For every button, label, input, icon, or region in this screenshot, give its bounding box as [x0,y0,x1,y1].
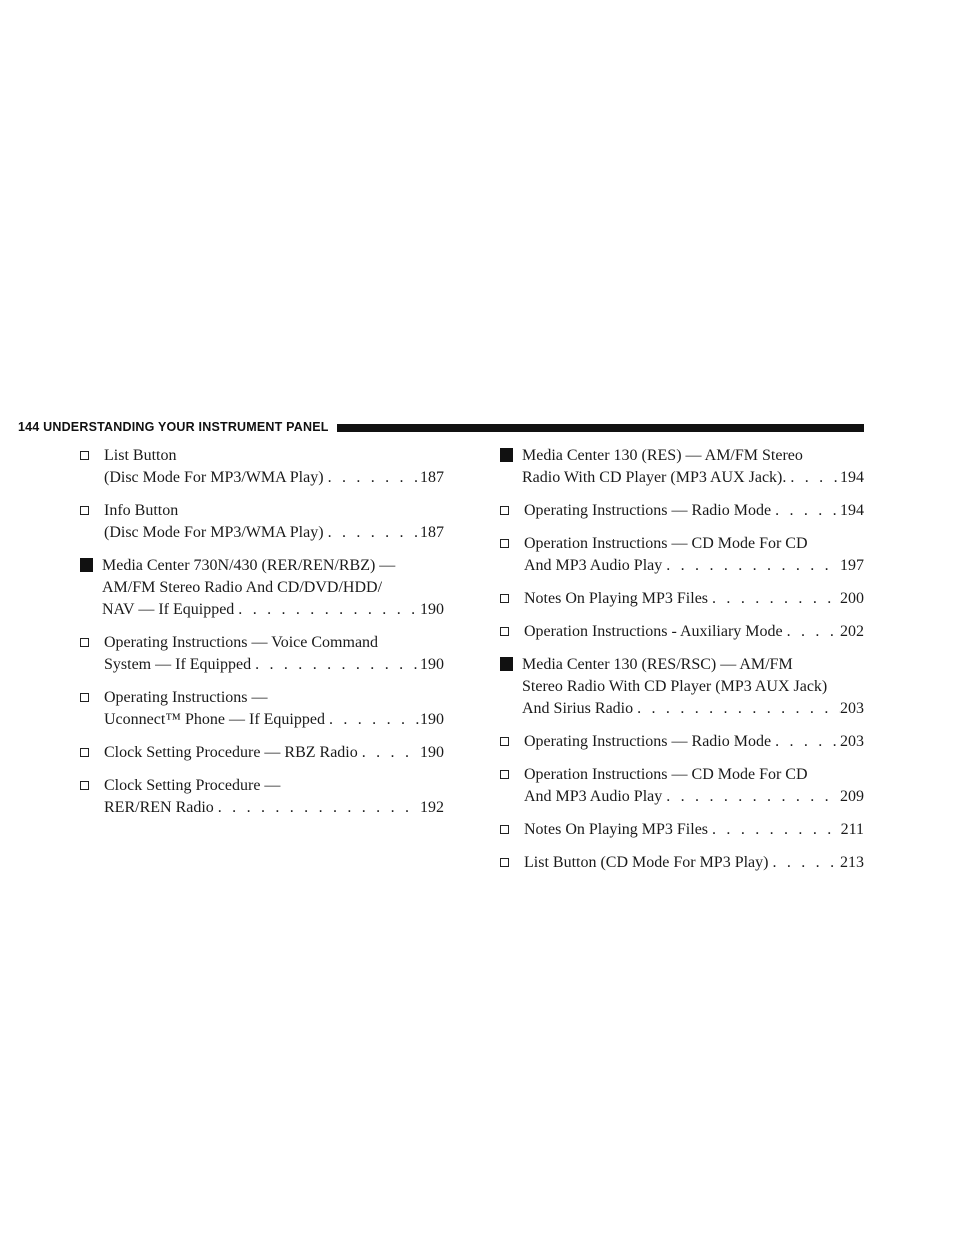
subsection-bullet-icon [500,594,509,603]
toc-entry-text: Operating Instructions — Voice Command [104,634,379,651]
toc-entry-text: System — If Equipped [104,656,252,673]
toc-page-number: 209 [840,788,864,805]
toc-page-number: 190 [420,656,444,673]
toc-entry[interactable] [500,731,864,753]
toc-entry-text: Operating Instructions — Radio Mode [524,502,772,519]
toc-page-number: 203 [840,733,864,750]
page-number-and-title: 144 UNDERSTANDING YOUR INSTRUMENT PANEL [18,420,329,434]
dot-leader [771,731,840,753]
toc-entry[interactable] [500,621,864,643]
toc-entry[interactable] [500,445,864,489]
toc-entry[interactable] [80,555,444,621]
toc-entry-text: (Disc Mode For MP3/WMA Play) [104,524,324,541]
dot-leader [708,819,841,841]
toc-entry[interactable] [80,687,444,731]
header-rule [337,424,864,432]
toc-page-number: 197 [840,557,864,574]
toc-entry-text: Media Center 730N/430 (RER/REN/RBZ) — [102,557,396,574]
toc-entry[interactable] [500,764,864,808]
toc-entry-text: Notes On Playing MP3 Files [524,821,709,838]
toc-page-number: 202 [840,623,864,640]
subsection-bullet-icon [500,825,509,834]
toc-page-number: 203 [840,700,864,717]
toc-entry-text: NAV — If Equipped [102,601,235,618]
dot-leader [251,654,420,676]
toc-entry-text: Clock Setting Procedure — [104,777,281,794]
toc-entry-text: And Sirius Radio [522,700,634,717]
subsection-bullet-icon [500,539,509,548]
toc-page-number: 194 [840,502,864,519]
dot-leader [324,467,420,489]
subsection-bullet-icon [500,770,509,779]
toc-entry-text: AM/FM Stereo Radio And CD/DVD/HDD/ [102,579,383,596]
toc-page-number: 213 [840,854,864,871]
subsection-bullet-icon [500,737,509,746]
dot-leader [768,852,840,874]
subsection-bullet-icon [80,693,89,702]
page-header [18,417,864,437]
toc-page-number: 190 [420,601,444,618]
toc-entry-text: Clock Setting Procedure — RBZ Radio [104,744,358,761]
toc-entry-text: Media Center 130 (RES/RSC) — AM/FM [522,656,793,673]
subsection-bullet-icon [80,506,89,515]
subsection-bullet-icon [80,781,89,790]
toc-entry[interactable] [80,500,444,544]
toc-entry-text: Radio With CD Player (MP3 AUX Jack). [522,469,787,486]
toc-entry-text: And MP3 Audio Play [524,788,663,805]
subsection-bullet-icon [80,638,89,647]
toc-entry-text: Notes On Playing MP3 Files [524,590,709,607]
toc-entry[interactable] [500,533,864,577]
toc-page-number: 192 [420,799,444,816]
toc-entry-text: List Button [104,447,177,464]
toc-entry-text: RER/REN Radio [104,799,214,816]
toc-right-column [500,445,864,885]
toc-entry-text: List Button (CD Mode For MP3 Play) [524,854,769,871]
toc-entry-text: Operating Instructions — [104,689,268,706]
toc-entry-text: Operation Instructions — CD Mode For CD [524,535,808,552]
dot-leader [324,522,420,544]
toc-page-number: 190 [420,711,444,728]
dot-leader [708,588,840,610]
dot-leader [358,742,420,764]
dot-leader [786,467,840,489]
dot-leader [662,555,840,577]
section-bullet-icon [500,448,513,462]
toc-entry-text: Operation Instructions - Auxiliary Mode [524,623,783,640]
toc-entry-text: Media Center 130 (RES) — AM/FM Stereo [522,447,803,464]
toc-entry-text: Stereo Radio With CD Player (MP3 AUX Jack) [522,678,828,695]
toc-page-number: 187 [420,524,444,541]
subsection-bullet-icon [500,506,509,515]
toc-page-number: 211 [840,821,864,838]
toc-entry-text: Uconnect™ Phone — If Equipped [104,711,325,728]
subsection-bullet-icon [500,627,509,636]
toc-entry[interactable] [80,775,444,819]
toc-page-number: 190 [420,744,444,761]
toc-page-number: 194 [840,469,864,486]
dot-leader [662,786,840,808]
toc-page-number: 200 [840,590,864,607]
subsection-bullet-icon [500,858,509,867]
section-bullet-icon [500,657,513,671]
dot-leader [783,621,840,643]
section-bullet-icon [80,558,93,572]
toc-entry-text: Operating Instructions — Radio Mode [524,733,772,750]
toc-entry[interactable] [500,819,864,841]
toc-entry-text: (Disc Mode For MP3/WMA Play) [104,469,324,486]
dot-leader [771,500,840,522]
toc-page-number: 187 [420,469,444,486]
toc-entry[interactable] [80,742,444,764]
dot-leader [633,698,840,720]
toc-entry[interactable] [80,445,444,489]
subsection-bullet-icon [80,451,89,460]
dot-leader [325,709,420,731]
toc-entry-text: Info Button [104,502,179,519]
dot-leader [214,797,420,819]
toc-entry[interactable] [500,500,864,522]
toc-entry[interactable] [500,654,864,720]
toc-left-column [80,445,444,830]
toc-entry-text: And MP3 Audio Play [524,557,663,574]
toc-entry[interactable] [500,588,864,610]
subsection-bullet-icon [80,748,89,757]
toc-entry-text: Operation Instructions — CD Mode For CD [524,766,808,783]
dot-leader [234,599,420,621]
toc-entry[interactable] [80,632,444,676]
toc-entry[interactable] [500,852,864,874]
